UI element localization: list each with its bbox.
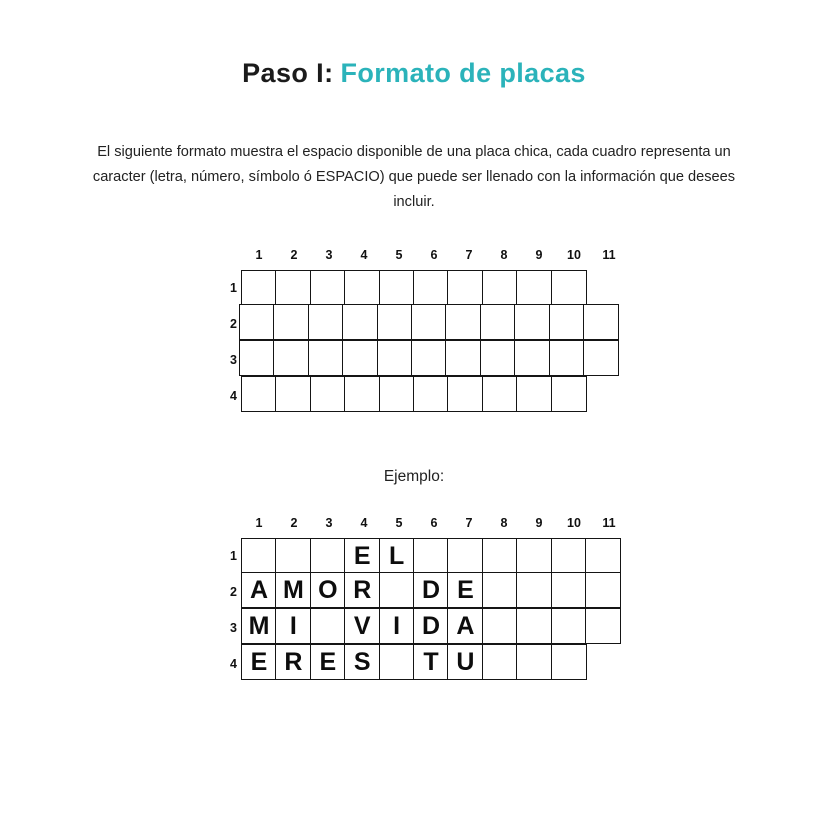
grid-cell[interactable]: M xyxy=(241,608,277,644)
grid-cell[interactable] xyxy=(377,340,413,376)
grid-cell[interactable] xyxy=(344,270,380,306)
row-header: 1 xyxy=(230,549,237,563)
grid-cell[interactable] xyxy=(482,538,518,574)
grid-cell[interactable] xyxy=(516,572,552,608)
row-header: 3 xyxy=(230,353,237,367)
column-header: 8 xyxy=(500,516,508,530)
column-header: 1 xyxy=(255,248,263,262)
grid-cell[interactable] xyxy=(516,376,552,412)
grid-cell[interactable] xyxy=(480,340,516,376)
grid-cell[interactable] xyxy=(516,270,552,306)
grid-cell[interactable] xyxy=(273,340,309,376)
grid-cell[interactable] xyxy=(342,340,378,376)
grid-cell[interactable]: O xyxy=(310,572,346,608)
grid-cell[interactable] xyxy=(275,538,311,574)
grid-cell[interactable]: V xyxy=(344,608,380,644)
grid-cell[interactable] xyxy=(308,304,344,340)
grid-cell[interactable] xyxy=(482,644,518,680)
grid-cell[interactable] xyxy=(516,538,552,574)
page-title xyxy=(0,58,828,89)
column-header: 7 xyxy=(465,248,473,262)
column-header: 6 xyxy=(430,248,438,262)
grid-cell[interactable] xyxy=(482,572,518,608)
grid-cell[interactable] xyxy=(411,304,447,340)
grid-cell[interactable]: S xyxy=(344,644,380,680)
column-header: 3 xyxy=(325,516,333,530)
row-cells xyxy=(239,306,619,342)
column-header: 2 xyxy=(290,248,298,262)
grid-cell[interactable] xyxy=(551,572,587,608)
column-header: 4 xyxy=(360,516,368,530)
grid-cell[interactable] xyxy=(514,304,550,340)
row-cells xyxy=(241,646,587,682)
grid-cell[interactable] xyxy=(583,304,619,340)
grid-cell[interactable]: R xyxy=(344,572,380,608)
row-header: 3 xyxy=(230,621,237,635)
grid-cell[interactable] xyxy=(379,572,415,608)
page-title-step: Paso I: xyxy=(242,58,334,88)
column-header: 4 xyxy=(360,248,368,262)
grid-cell[interactable] xyxy=(482,270,518,306)
row-cells xyxy=(239,342,619,378)
grid-cell[interactable] xyxy=(239,304,275,340)
grid-cell[interactable] xyxy=(411,340,447,376)
grid-cell[interactable] xyxy=(551,270,587,306)
column-header: 1 xyxy=(255,516,263,530)
page-title-accent: Formato de placas xyxy=(340,58,586,88)
grid-cell[interactable] xyxy=(516,608,552,644)
grid-cell[interactable]: I xyxy=(275,608,311,644)
grid-cell[interactable] xyxy=(239,340,275,376)
column-header: 6 xyxy=(430,516,438,530)
grid-cell[interactable] xyxy=(514,340,550,376)
column-header: 10 xyxy=(567,516,581,530)
intro-paragraph: El siguiente formato muestra el espacio disponible de una placa chica, cada cuadro representa un caracter (letra, número, símbolo ó ESPACIO) que puede ser llenado con la información que desees incluir. xyxy=(92,144,736,210)
row-header: 2 xyxy=(230,585,237,599)
grid-cell[interactable]: T xyxy=(413,644,449,680)
example-plate-grid xyxy=(216,516,616,682)
column-header: 10 xyxy=(567,248,581,262)
row-cells xyxy=(241,378,587,414)
grid-cell[interactable]: D xyxy=(413,572,449,608)
grid-cell[interactable] xyxy=(379,644,415,680)
grid-cell[interactable] xyxy=(585,538,621,574)
row-cells xyxy=(241,538,621,574)
grid-cell[interactable] xyxy=(445,340,481,376)
grid-cell[interactable] xyxy=(377,304,413,340)
grid-cell[interactable] xyxy=(413,538,449,574)
example-label: Ejemplo: xyxy=(383,468,445,485)
grid-cell[interactable]: D xyxy=(413,608,449,644)
row-header: 4 xyxy=(230,389,237,403)
grid-cell[interactable]: A xyxy=(447,608,483,644)
grid-cell[interactable]: I xyxy=(379,608,415,644)
grid-cell[interactable] xyxy=(275,376,311,412)
grid-cell[interactable] xyxy=(549,340,585,376)
row-header: 4 xyxy=(230,657,237,671)
grid-cell[interactable] xyxy=(551,608,587,644)
row-cells xyxy=(241,610,621,646)
grid-cell[interactable] xyxy=(310,538,346,574)
column-header: 7 xyxy=(465,516,473,530)
column-header: 3 xyxy=(325,248,333,262)
grid-cell[interactable] xyxy=(516,644,552,680)
grid-cell[interactable] xyxy=(551,538,587,574)
grid-cell[interactable] xyxy=(551,644,587,680)
grid-cell[interactable]: E xyxy=(310,644,346,680)
grid-cell[interactable]: R xyxy=(275,644,311,680)
grid-cell[interactable] xyxy=(310,270,346,306)
grid-cell[interactable] xyxy=(583,340,619,376)
grid-cell[interactable] xyxy=(379,270,415,306)
column-header: 2 xyxy=(290,516,298,530)
column-header: 9 xyxy=(535,516,543,530)
grid-cell[interactable]: M xyxy=(275,572,311,608)
table-row xyxy=(216,378,241,414)
column-header: 5 xyxy=(395,248,403,262)
table-row xyxy=(216,574,474,610)
grid-cell[interactable] xyxy=(447,376,483,412)
row-cells xyxy=(241,270,587,306)
table-row xyxy=(216,610,475,646)
grid-cell[interactable] xyxy=(549,304,585,340)
grid-cell[interactable]: L xyxy=(379,538,415,574)
grid-cell[interactable] xyxy=(241,376,277,412)
grid-cell[interactable] xyxy=(447,270,483,306)
column-header: 8 xyxy=(500,248,508,262)
grid-cell[interactable] xyxy=(445,304,481,340)
row-header: 1 xyxy=(230,281,237,295)
grid-cell[interactable] xyxy=(344,376,380,412)
grid-cell[interactable] xyxy=(585,572,621,608)
grid-cell[interactable]: A xyxy=(241,572,277,608)
grid-cell[interactable] xyxy=(482,608,518,644)
grid-cell[interactable] xyxy=(273,304,309,340)
grid-cell[interactable] xyxy=(241,538,277,574)
grid-cell[interactable] xyxy=(308,340,344,376)
grid-cell[interactable] xyxy=(379,376,415,412)
grid-cell[interactable] xyxy=(310,376,346,412)
grid-cell[interactable] xyxy=(413,270,449,306)
grid-cell[interactable]: E xyxy=(344,538,380,574)
table-row xyxy=(216,342,241,378)
grid-cell[interactable] xyxy=(447,538,483,574)
column-header: 11 xyxy=(602,248,616,262)
grid-cell[interactable]: E xyxy=(241,644,277,680)
table-row xyxy=(216,538,405,574)
table-row xyxy=(216,270,241,306)
column-header: 9 xyxy=(535,248,543,262)
grid-cell[interactable]: E xyxy=(447,572,483,608)
grid-cell[interactable] xyxy=(310,608,346,644)
grid-cell[interactable] xyxy=(241,270,277,306)
column-header: 11 xyxy=(602,516,616,530)
grid-cell[interactable] xyxy=(413,376,449,412)
grid-cell[interactable] xyxy=(275,270,311,306)
row-header: 2 xyxy=(230,317,237,331)
grid-cell[interactable] xyxy=(342,304,378,340)
column-header: 5 xyxy=(395,516,403,530)
table-row xyxy=(216,306,241,342)
grid-cell[interactable]: U xyxy=(447,644,483,680)
blank-plate-grid xyxy=(216,248,616,414)
grid-cell[interactable] xyxy=(480,304,516,340)
grid-cell[interactable] xyxy=(585,608,621,644)
row-cells xyxy=(241,574,621,610)
grid-cell[interactable] xyxy=(482,376,518,412)
table-row xyxy=(216,646,475,682)
grid-cell[interactable] xyxy=(551,376,587,412)
